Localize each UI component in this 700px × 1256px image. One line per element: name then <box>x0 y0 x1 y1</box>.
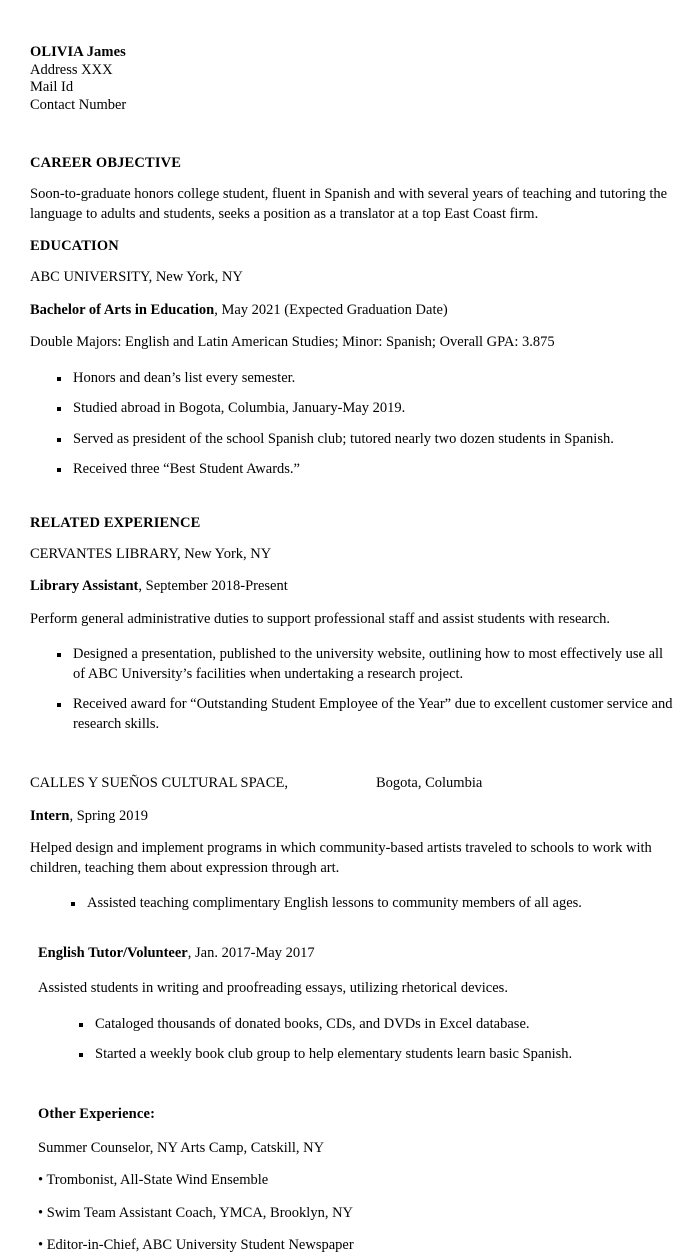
education-degree-date: , May 2021 (Expected Graduation Date) <box>214 301 448 318</box>
job-title-intern <box>30 807 676 827</box>
education-bullet-list <box>30 369 676 480</box>
job-title-text: Library Assistant <box>30 578 139 594</box>
list-item-text: Received three “Best Student Awards.” <box>73 461 300 477</box>
education-degree-title: Bachelor of Arts in Education <box>30 301 215 318</box>
list-item-text: Served as president of the school Spanish club; tutored nearly two dozen students in Spanish. <box>73 430 614 447</box>
job-bullet-list-intern <box>30 894 676 914</box>
list-item <box>30 695 676 734</box>
square-bullet-icon <box>57 407 61 411</box>
section-heading-education: EDUCATION <box>30 238 119 254</box>
other-experience-entry: • Editor-in-Chief, ABC University Student Newspaper <box>38 1237 354 1253</box>
other-experience-entry: • Trombonist, All-State Wind Ensemble <box>38 1172 269 1188</box>
education-majors: Double Majors: English and Latin American Studies; Minor: Spanish; Overall GPA: 3.875 <box>30 334 555 350</box>
job-bullet-list-english-tutor <box>38 1015 676 1065</box>
job-employer-cervantes-library: CERVANTES LIBRARY, New York, NY <box>30 545 272 562</box>
other-experience-entry: • Swim Team Assistant Coach, YMCA, Brooklyn, NY <box>38 1204 354 1221</box>
education-school: ABC UNIVERSITY, New York, NY <box>30 269 243 285</box>
job-title-text: English Tutor/Volunteer <box>38 944 188 961</box>
list-item <box>30 430 676 450</box>
section-heading-other-experience: Other Experience: <box>38 1105 156 1122</box>
list-item <box>38 1015 676 1035</box>
square-bullet-icon <box>79 1023 83 1027</box>
job-dates: , Spring 2019 <box>69 807 149 824</box>
list-item <box>38 1045 676 1065</box>
candidate-name: OLIVIA James <box>30 44 126 60</box>
square-bullet-icon <box>57 653 61 657</box>
job-title-library-assistant <box>30 577 676 597</box>
job-title-english-tutor <box>38 944 676 964</box>
candidate-email: Mail Id <box>30 79 74 95</box>
list-item <box>30 460 676 480</box>
square-bullet-icon <box>57 377 61 381</box>
list-item-text: Honors and dean’s list every semester. <box>73 369 296 386</box>
section-heading-related-experience: RELATED EXPERIENCE <box>30 514 201 531</box>
candidate-phone: Contact Number <box>30 96 127 113</box>
job-bullet-list-library-assistant <box>30 645 676 734</box>
section-heading-career-objective: CAREER OBJECTIVE <box>30 155 182 171</box>
list-item <box>30 399 676 419</box>
job-dates: , Jan. 2017-May 2017 <box>187 944 315 961</box>
job-block-english-tutor <box>30 944 676 1065</box>
list-item <box>30 645 676 684</box>
list-item-text: Cataloged thousands of donated books, CDs, and DVDs in Excel database. <box>95 1015 530 1032</box>
list-item-text: Studied abroad in Bogota, Columbia, January-May 2019. <box>73 400 406 416</box>
job-summary-library-assistant: Perform general administrative duties to support professional staff and assist students with research. <box>30 610 610 627</box>
list-item-text: Received award for “Outstanding Student Employee of the Year” due to excellent customer service and research skills. <box>73 696 673 732</box>
education-degree <box>30 301 676 321</box>
job-employer-text: CALLES Y SUEÑOS CULTURAL SPACE, <box>30 775 288 791</box>
square-bullet-icon <box>57 438 61 442</box>
candidate-address: Address XXX <box>30 61 113 78</box>
list-item <box>30 369 676 389</box>
other-experience-entry: Summer Counselor, NY Arts Camp, Catskill, NY <box>38 1139 325 1156</box>
list-item-text: Assisted teaching complimentary English lessons to community members of all ages. <box>87 895 582 911</box>
contact-header <box>30 44 676 114</box>
list-item-text: Designed a presentation, published to the university website, outlining how to most effectively use all of ABC University’s facilities when undertaking a research project. <box>73 646 664 682</box>
square-bullet-icon <box>57 703 61 707</box>
job-summary-english-tutor: Assisted students in writing and proofreading essays, utilizing rhetorical devices. <box>38 980 508 996</box>
job-employer-calles-y-suenos <box>30 774 676 794</box>
list-item-text: Started a weekly book club group to help elementary students learn basic Spanish. <box>95 1046 573 1062</box>
square-bullet-icon <box>57 468 61 472</box>
square-bullet-icon <box>71 902 75 906</box>
career-objective-body: Soon-to-graduate honors college student, fluent in Spanish and with several years of teaching and tutoring the language to adults and students, seeks a position as a translator at a top East Coast firm. <box>30 186 668 222</box>
list-item <box>30 894 676 914</box>
job-location: Bogota, Columbia <box>375 775 483 791</box>
square-bullet-icon <box>79 1053 83 1057</box>
job-summary-intern: Helped design and implement programs in which community-based artists traveled to schools to work with children, teaching them about expression through art. <box>30 840 652 876</box>
other-experience-block <box>30 1105 676 1256</box>
job-title-text: Intern <box>30 807 70 824</box>
job-dates: , September 2018-Present <box>138 578 288 594</box>
